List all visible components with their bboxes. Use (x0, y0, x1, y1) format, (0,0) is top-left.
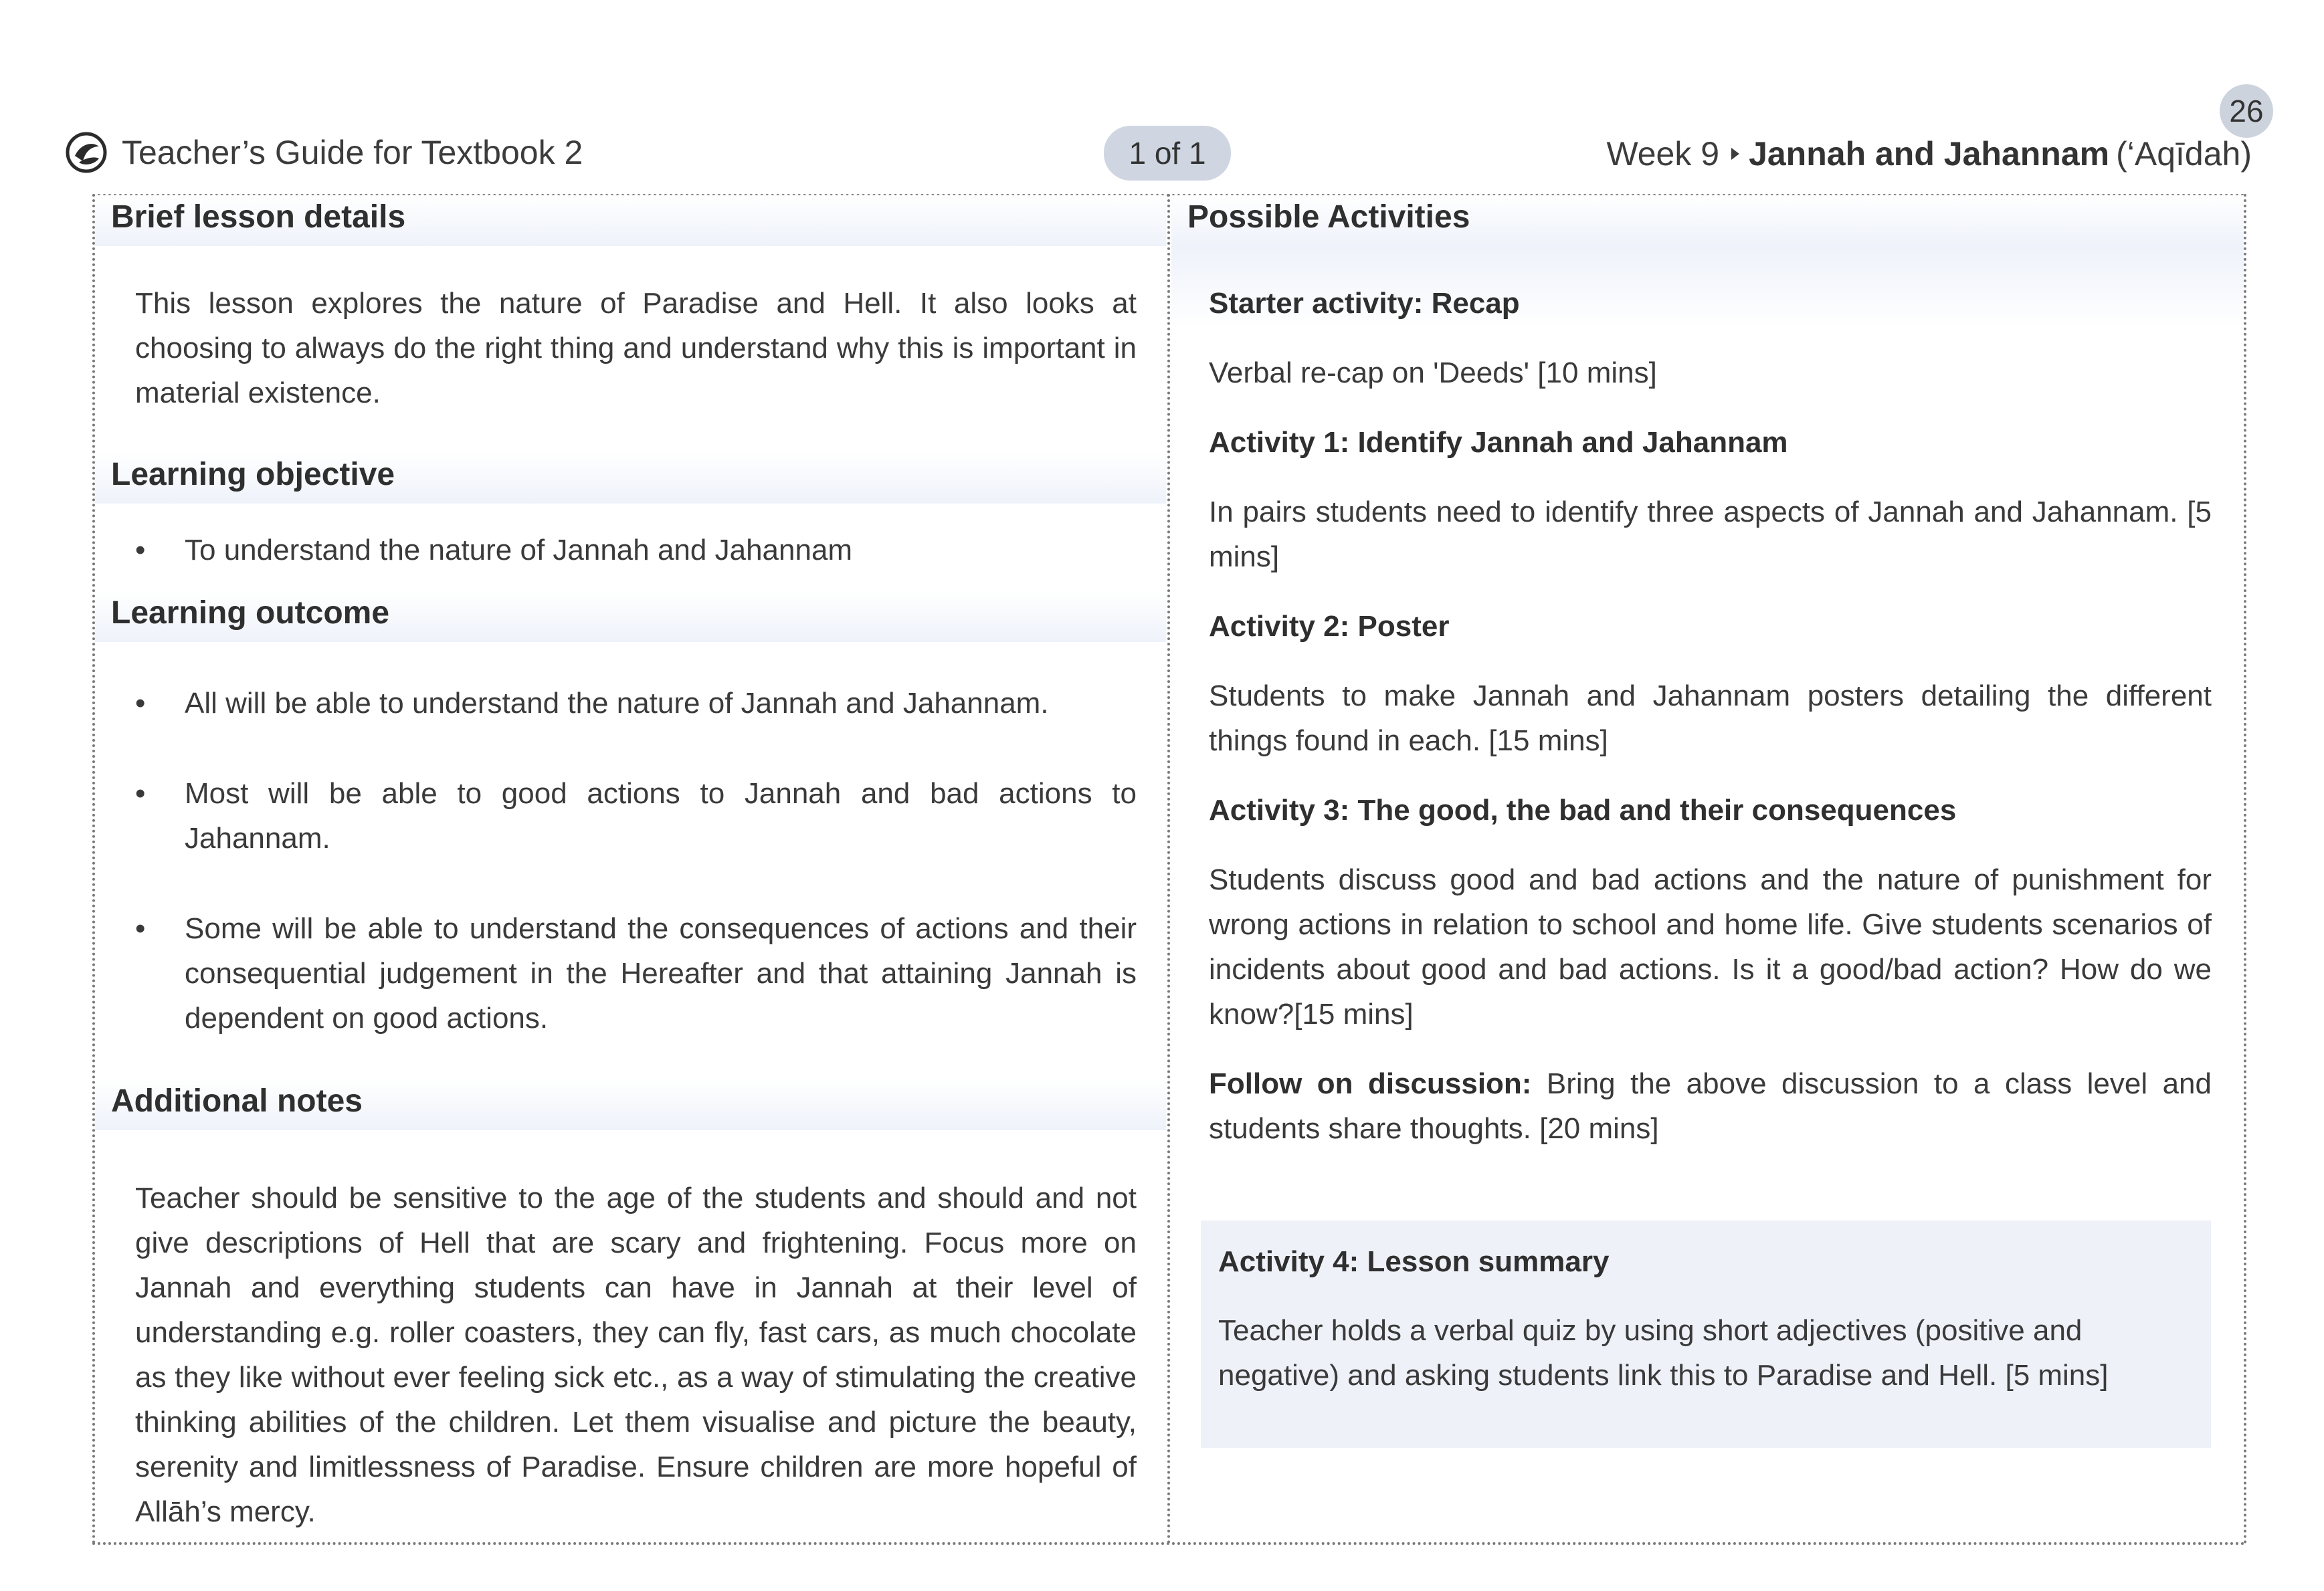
caret-right-icon (1731, 148, 1739, 160)
column-divider (1167, 194, 1170, 1545)
lesson-category: (‘Aqīdah) (2116, 135, 2252, 173)
additional-notes-heading: Additional notes (95, 1079, 1166, 1130)
objective-item: • To understand the nature of Jannah and Jahannam (95, 528, 1166, 572)
activity-2-text: Students to make Jannah and Jahannam posters detailing the different things found in each. [15 mins] (1209, 679, 2212, 757)
follow-on-label: Follow on discussion: (1209, 1067, 1532, 1100)
outcome-item: • Most will be able to good actions to Jannah and bad actions to Jahannam. (95, 771, 1166, 861)
outcome-item: • All will be able to understand the nature of Jannah and Jahannam. (95, 681, 1166, 726)
learning-objective-heading: Learning objective (95, 453, 1166, 504)
starter-activity-heading: Starter activity: Recap (1209, 287, 1520, 320)
lesson-topic: Jannah and Jahannam (1749, 135, 2110, 173)
right-column (1171, 195, 2244, 1542)
brief-lesson-text: This lesson explores the nature of Paradise and Hell. It also looks at choosing to always do the right thing and understand why this is important in material existence. (135, 287, 1137, 409)
left-column (95, 195, 1166, 1534)
guide-title: Teacher’s Guide for Textbook 2 (122, 134, 583, 171)
activity-1-text: In pairs students need to identify three aspects of Jannah and Jahannam. [5 mins] (1209, 496, 2212, 573)
additional-notes-text: Teacher should be sensitive to the age of the students and should and not give descriptions of Hell that are scary and frightening. Focus more on Jannah and everything students can have in Jannah at their level of understanding e.g. roller coasters, they can fly, fast cars, as much chocolate as they like without ever feeling sick etc., as a way of stimulating the creative thinking abilities of the children. Let them visualise and picture the beauty, serenity and limitlessness of Paradise. Ensure children are more hopeful of Allāh’s mercy. (135, 1182, 1137, 1528)
possible-activities-heading: Possible Activities (1171, 195, 2244, 246)
learning-outcome-heading: Learning outcome (95, 591, 1166, 642)
week-label: Week 9 (1606, 135, 1720, 173)
activity-4-text: Teacher holds a verbal quiz by using short adjectives (positive and negative) and asking students link this to Paradise and Hell. [5 mins] (1218, 1314, 2109, 1392)
bullet-icon: • (135, 777, 146, 810)
activity-3-text: Students discuss good and bad actions and the nature of punishment for wrong actions in relation to school and home life. Give students scenarios of incidents about good and bad actions. Is it a good/bad action? How do we know?[15 mins] (1209, 863, 2212, 1031)
activity-4-heading: Activity 4: Lesson summary (1218, 1245, 1610, 1278)
follow-on-text: Bring the above discussion to a class level and students share thoughts. [20 mins] (1209, 1067, 2212, 1145)
lesson-summary-box (1201, 1221, 2211, 1448)
starter-activity-text: Verbal re-cap on 'Deeds' [10 mins] (1209, 356, 1657, 389)
bullet-icon: • (135, 912, 146, 945)
brief-lesson-heading: Brief lesson details (95, 195, 1166, 246)
book-logo-icon (66, 132, 107, 173)
header-left (66, 126, 583, 179)
bullet-icon: • (135, 687, 146, 720)
page-number-badge: 26 (2220, 84, 2273, 138)
follow-on-discussion (1171, 1061, 2244, 1151)
activity-3-heading: Activity 3: The good, the bad and their consequences (1209, 794, 1957, 827)
bullet-icon: • (135, 534, 146, 566)
activity-2-heading: Activity 2: Poster (1209, 610, 1450, 643)
outcome-item: • Some will be able to understand the consequences of actions and their consequential judgement in the Hereafter and that attaining Jannah is dependent on good actions. (95, 906, 1166, 1041)
page-indicator[interactable]: 1 of 1 (1104, 126, 1231, 181)
lesson-header (1606, 127, 2252, 181)
activity-1-heading: Activity 1: Identify Jannah and Jahannam (1209, 426, 1788, 459)
